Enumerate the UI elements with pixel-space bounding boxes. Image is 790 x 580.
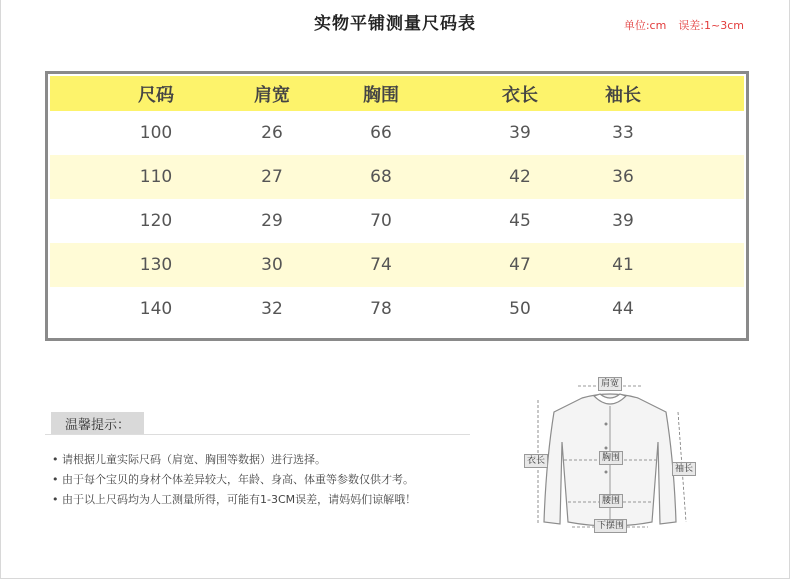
table-cell: 26 [261,123,283,143]
table-cell: 33 [612,123,634,143]
tips-divider [45,434,470,435]
label-sleeve: 袖长 [672,462,696,476]
table-row [50,287,744,331]
tips-heading: 温馨提示： [51,412,144,434]
table-cell: 130 [139,255,173,275]
table-cell: 45 [509,211,531,231]
page-title: 实物平铺测量尺码表 [314,14,476,34]
table-cell: 47 [509,255,531,275]
header-size: 尺码 [138,84,174,106]
table-cell: 41 [612,255,634,275]
table-row [50,155,744,199]
table-cell: 44 [612,299,634,319]
table-cell: 78 [370,299,392,319]
tip-item: • 请根据儿童实际尺码（肩宽、胸围等数据）进行选择。 [52,453,326,466]
table-cell: 50 [509,299,531,319]
table-row [50,199,744,243]
table-cell: 32 [261,299,283,319]
table-cell: 68 [370,167,392,187]
measurement-note [612,17,744,33]
tip-item: • 由于以上尺码均为人工测量所得，可能有1-3CM误差，请妈妈们谅解哦！ [52,493,417,506]
table-cell: 140 [139,299,173,319]
table-cell: 66 [370,123,392,143]
table-row [50,243,744,287]
table-row [50,111,744,155]
header-sleeve: 袖长 [605,84,641,106]
measurement-diagram [520,372,700,534]
size-table [45,71,749,341]
label-waist: 腰围 [599,494,623,508]
table-cell: 42 [509,167,531,187]
table-cell: 39 [509,123,531,143]
header-length: 衣长 [502,84,538,106]
table-cell: 27 [261,167,283,187]
header-chest: 胸围 [363,84,399,106]
unit-note: 单位:cm [623,19,667,32]
table-cell: 36 [612,167,634,187]
table-cell: 110 [139,167,173,187]
table-cell: 70 [370,211,392,231]
table-header-row [50,76,744,111]
table-cell: 29 [261,211,283,231]
table-cell: 120 [139,211,173,231]
error-note: 误差:1~3cm [678,19,744,32]
label-chest: 胸围 [599,451,623,465]
label-shoulder: 肩宽 [598,377,622,391]
table-cell: 30 [261,255,283,275]
label-length: 衣长 [524,454,548,468]
table-cell: 74 [370,255,392,275]
table-cell: 39 [612,211,634,231]
table-cell: 100 [139,123,173,143]
header-shoulder: 肩宽 [254,84,290,106]
tip-item: • 由于每个宝贝的身材个体差异较大，年龄、身高、体重等参数仅供才考。 [52,473,414,486]
label-hem: 下摆围 [594,519,627,533]
